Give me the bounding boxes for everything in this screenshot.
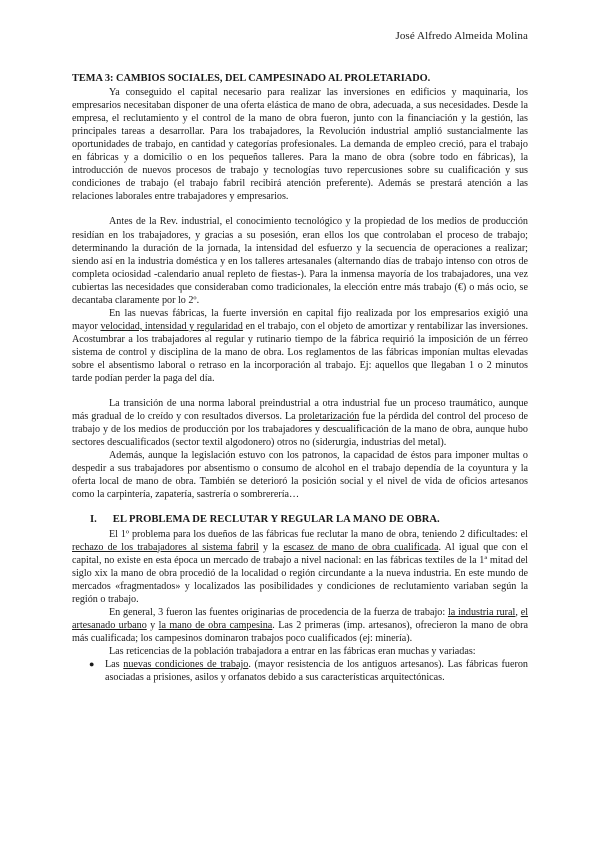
underlined-phrase: nuevas condiciones de trabajo bbox=[123, 658, 249, 670]
section-paragraph-1 bbox=[72, 528, 528, 606]
page-title: TEMA 3: CAMBIOS SOCIALES, DEL CAMPESINADO AL PROLETARIADO. bbox=[72, 73, 431, 84]
underlined-phrase: la industria rural bbox=[447, 606, 516, 618]
paragraph-5: Además, aunque la legislación estuvo con los patronos, la capacidad de éstos para imponer multas o despedir a sus trabajadores por absentismo o consumo de alcohol en el trabajo dependía de la coyuntura y la oferta local de mano de obra. También se deterioró la posición social y el nivel de vida de oficios artesanos como la carpintería, zapatería, sastrería o sombrerería… bbox=[72, 450, 528, 501]
document-body bbox=[72, 72, 528, 684]
section-number: I. bbox=[90, 514, 97, 526]
section-title: EL PROBLEMA DE RECLUTAR Y REGULAR LA MANO DE OBRA. bbox=[112, 514, 440, 526]
section-text: . Al igual que con el capital, no existe en esta época un mercado de trabajo a nivel nacional: en las fábricas textiles de la 1ª mitad del siglo xix la mano de obra procedió de la localidad o región circundante a la nueva industria. En este mundo de mercados «fragmentados» y localizados las posibilidades y condiciones de reclutamiento variaban según la región o trabajo. bbox=[72, 541, 529, 605]
paragraph-2: Antes de la Rev. industrial, el conocimiento tecnológico y la propiedad de los medios de producción residían en los trabajadores, y gracias a su posesión, eran ellos los que controlaban el proceso de trabajo; determinando la duración de la jornada, la intensidad del esfuerzo y la secuencia de operaciones a realizar; siendo así en la industria doméstica y en los talleres artesanales (alternando días de trabajo intenso con otros de completa ociosidad -calendario anual repleto de fiestas-). Para la inmensa mayoría de los trabajadores, una vez cubiertas las necesidades que consideraban como tradicionales, la elección entre más trabajo (€) o más ocio, se decantaba claramente por lo 2º. bbox=[72, 216, 528, 306]
underlined-phrase: velocidad, intensidad y regularidad bbox=[100, 320, 243, 332]
paragraph-3-text: en el trabajo, con el objeto de amortizar y rentabilizar las inversiones. Acostumbrar a los trabajadores al regular y rutinario tiempo de la fábrica requirió la imposición de un férreo sistema de control y disciplina de la mano de obra. Los reglamentos de las fábricas imponían multas elevadas sobre el absentismo laboral o retraso en la incorporación al trabajo. Ej: aquellos que llegaban 1 o 2 minutos tarde podían perder la paga del día. bbox=[72, 320, 528, 385]
bullet-icon: ● bbox=[89, 658, 95, 669]
underlined-phrase: escasez de mano de obra cualificada bbox=[283, 541, 439, 553]
paragraph-3-text: En las nuevas fábricas, la fuerte inversión en capital fijo realizada por los empresarios exigió una mayor bbox=[72, 307, 528, 332]
underlined-phrase: rechazo de los trabajadores al sistema fabril bbox=[72, 541, 259, 553]
section-text: y la bbox=[258, 541, 284, 553]
paragraph-3 bbox=[72, 307, 528, 385]
section-heading bbox=[90, 513, 528, 526]
underlined-phrase: la mano de obra campesina bbox=[158, 619, 273, 631]
bullet-text-part: . (mayor resistencia de los antiguos artesanos). Las fábricas fueron asociadas a prisiones, asilos y orfanatos debido a sus características arquitectónicas. bbox=[105, 658, 528, 684]
paragraph-4 bbox=[72, 397, 528, 449]
section-paragraph-3: Las reticencias de la población trabajadora a entrar en las fábricas eran muchas y variadas: bbox=[109, 645, 476, 657]
bullet-text bbox=[105, 658, 528, 684]
author-header: José Alfredo Almeida Molina bbox=[395, 30, 528, 42]
section-text: y bbox=[146, 619, 159, 631]
underlined-term: proletarización bbox=[298, 411, 360, 423]
list-item bbox=[89, 658, 528, 684]
bullet-text-part: Las bbox=[105, 658, 124, 670]
section-text: En general, 3 fueron las fuentes originarias de procedencia de la fuerza de trabajo: bbox=[109, 606, 448, 618]
paragraph-1: Ya conseguido el capital necesario para realizar las inversiones en edificios y maquinaria, los empresarios necesitaban disponer de una oferta elástica de mano de obra, adecuada, a sus necesidades. Desde la empresa, el reclutamiento y el control de la mano de obra fueron, junto con la financiación y la gestión, las principales tareas a desarrollar. Para los trabajadores, la Revolución industrial amplió sustancialmente las oportunidades de trabajo, en cantidad y categorías profesionales. La demanda de empleo creció, para el trabajo en fábricas y a domicilio o en los pequeños talleres. Para la mano de obra (sobre todo en fábricas), la introducción de nuevos procesos de trabajo y tecnologías tuvo repercusiones sobre su cualificación y sus condiciones de trabajo (el trabajo fabril recibirá atención preferente). Además se prestará atención a las relaciones laborales entre trabajadores y empresarios. bbox=[72, 87, 528, 203]
section-text: El 1º problema para los dueños de las fábricas fue reclutar la mano de obra, teniendo 2 dificultades: el bbox=[109, 528, 528, 540]
section-paragraph-2 bbox=[72, 606, 528, 645]
section-text: , bbox=[515, 606, 521, 618]
underlined-phrase: el artesanado urbano bbox=[72, 606, 529, 631]
paragraph-4-text: fue la pérdida del control del proceso de trabajo y de los medios de producción por los trabajadores y descualificación de la mano de obra, aunque hubo sectores descualificados (sector textil algodonero) otros no (siderurgia, industrias del metal). bbox=[72, 411, 528, 449]
paragraph-4-text: La transición de una norma laboral preindustrial a otra industrial fue un proceso traumático, aunque más gradual de lo creído y con resultados diversos. La bbox=[72, 398, 528, 423]
section-text: . Las 2 primeras (imp. artesanos), ofrecieron la mano de obra más cualificada; los campesinos dominaron trabajos poco cualificados (ej: minería). bbox=[72, 619, 528, 644]
